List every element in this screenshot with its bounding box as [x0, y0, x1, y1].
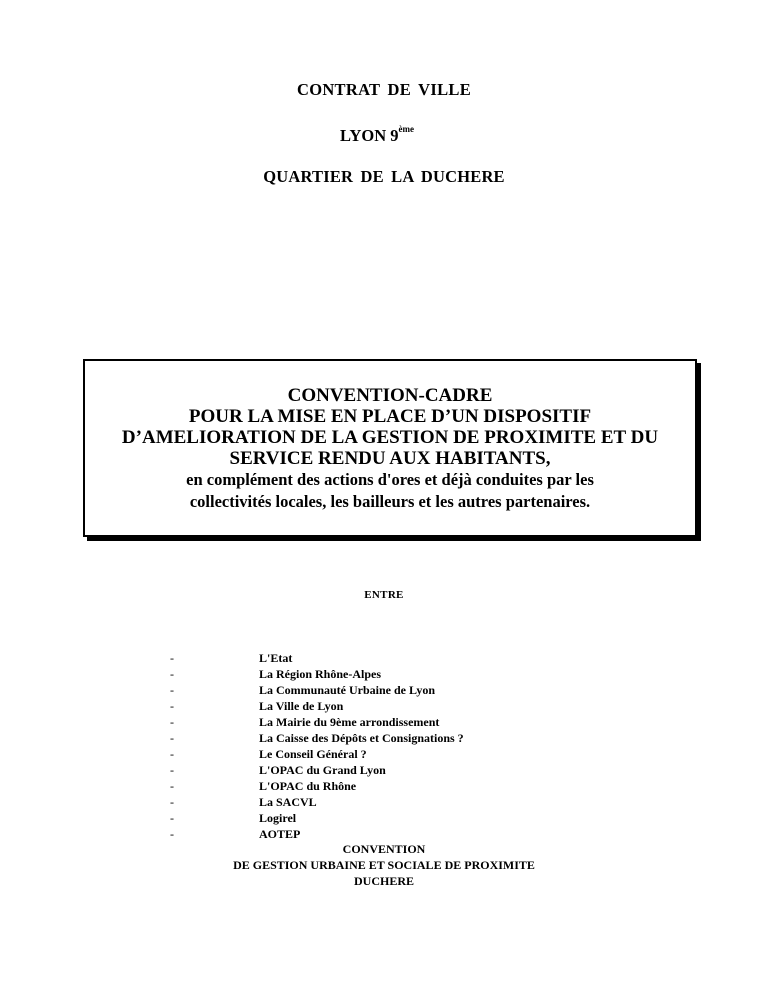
- convention-footer: [0, 841, 768, 889]
- partner-name: Le Conseil Général ?: [259, 747, 367, 761]
- header-city-sup: ème: [398, 124, 415, 134]
- partner-name: La Région Rhône-Alpes: [259, 667, 382, 681]
- box-title-line: D’AMELIORATION DE LA GESTION DE PROXIMITE ET DU: [121, 427, 659, 448]
- partner-name: Logirel: [259, 811, 297, 825]
- partners-list: [0, 651, 768, 843]
- header-city: [340, 126, 414, 146]
- list-item: [0, 699, 768, 715]
- box-subtitle-line: collectivités locales, les bailleurs et les autres partenaires.: [189, 492, 591, 511]
- header-title: CONTRAT DE VILLE: [296, 80, 471, 99]
- box-title-line: SERVICE RENDU AUX HABITANTS,: [229, 448, 551, 469]
- box-title-line: POUR LA MISE EN PLACE D’UN DISPOSITIF: [188, 406, 592, 427]
- partner-name: La Mairie du 9ème arrondissement: [259, 715, 440, 729]
- list-bullet: -: [170, 699, 174, 713]
- list-bullet: -: [170, 779, 174, 793]
- list-bullet: -: [170, 731, 174, 745]
- partner-name: AOTEP: [259, 827, 301, 841]
- list-item: [0, 651, 768, 667]
- convention-line: DE GESTION URBAINE ET SOCIALE DE PROXIMITE: [233, 858, 535, 872]
- partner-name: La SACVL: [259, 795, 317, 809]
- box-title-line: CONVENTION-CADRE: [287, 385, 493, 406]
- partner-name: La Caisse des Dépôts et Consignations ?: [259, 731, 464, 745]
- list-bullet: -: [170, 747, 174, 761]
- list-item: [0, 731, 768, 747]
- list-item: [0, 779, 768, 795]
- list-item: [0, 683, 768, 699]
- list-bullet: -: [170, 651, 174, 665]
- list-item: [0, 763, 768, 779]
- list-bullet: -: [170, 811, 174, 825]
- list-bullet: -: [170, 827, 174, 841]
- header-city-text: LYON 9: [340, 126, 399, 145]
- header-district: QUARTIER DE LA DUCHERE: [263, 167, 505, 186]
- convention-line: CONVENTION: [342, 842, 426, 856]
- partner-name: L'OPAC du Grand Lyon: [259, 763, 386, 777]
- partner-name: La Communauté Urbaine de Lyon: [259, 683, 436, 697]
- entre-heading: ENTRE: [364, 589, 404, 601]
- list-item: [0, 795, 768, 811]
- partner-name: La Ville de Lyon: [259, 699, 344, 713]
- box-subtitle-line: en complément des actions d'ores et déjà conduites par les: [186, 470, 594, 489]
- partner-name: L'OPAC du Rhône: [259, 779, 357, 793]
- list-bullet: -: [170, 667, 174, 681]
- list-item: [0, 747, 768, 763]
- list-item: [0, 715, 768, 731]
- partner-name: L'Etat: [259, 651, 293, 665]
- list-bullet: -: [170, 763, 174, 777]
- list-item: [0, 667, 768, 683]
- list-bullet: -: [170, 683, 174, 697]
- convention-line: DUCHERE: [353, 874, 414, 888]
- list-item: [0, 811, 768, 827]
- list-bullet: -: [170, 715, 174, 729]
- list-bullet: -: [170, 795, 174, 809]
- convention-box: [83, 359, 697, 537]
